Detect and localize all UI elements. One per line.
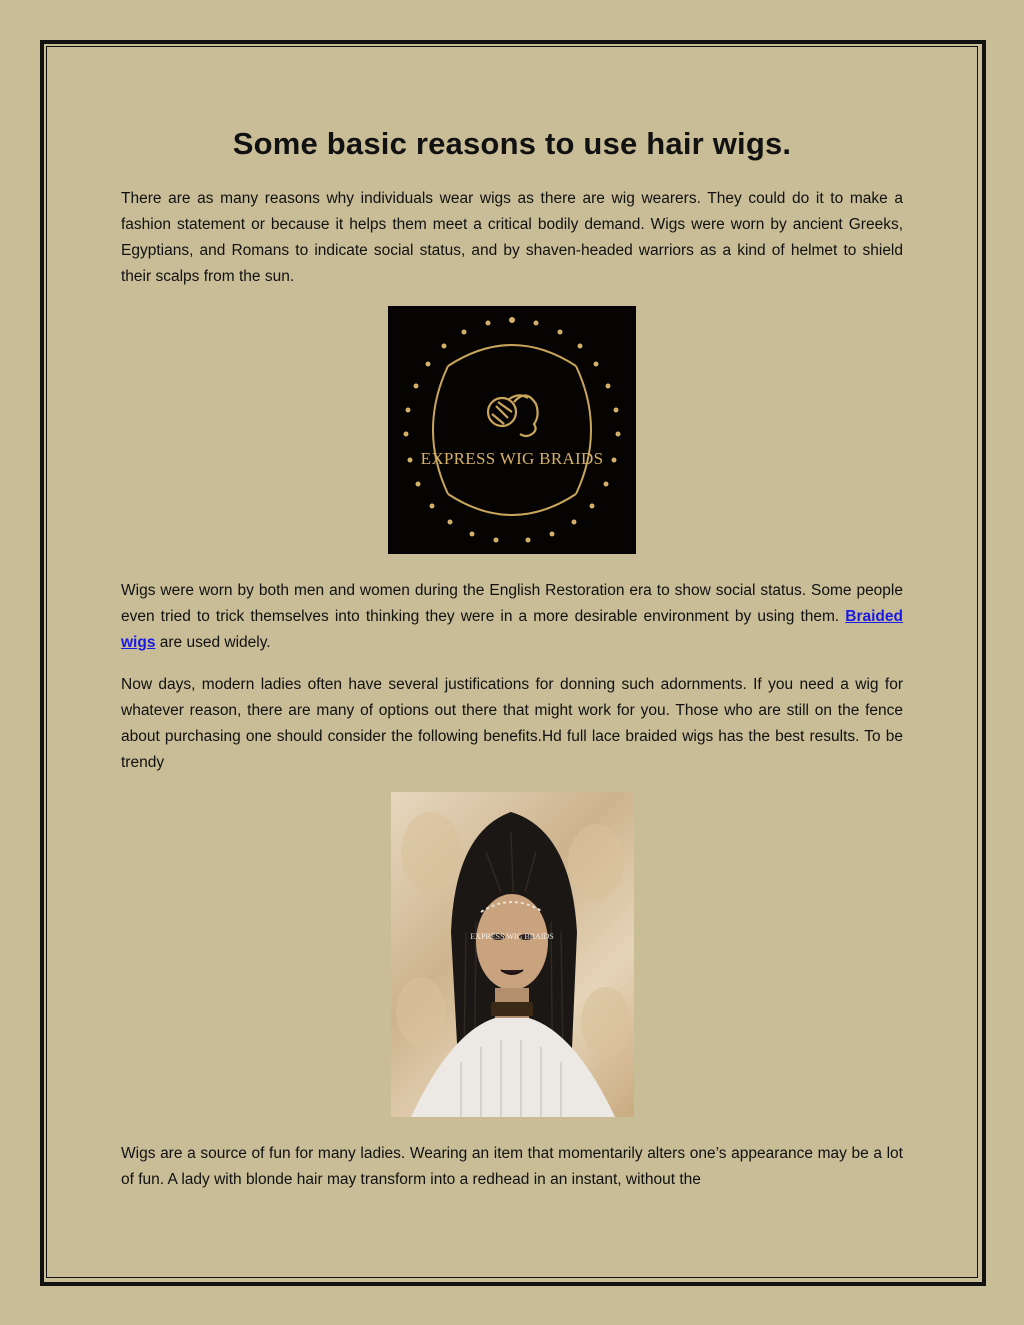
paragraph-restoration-end: are used widely. — [155, 634, 271, 651]
page-title: Some basic reasons to use hair wigs. — [232, 126, 792, 161]
paragraph-modern-ladies: Now days, modern ladies often have several justifications for donning such adornments. If you need a wig for whatever reason, there are many of options out there that might work for you. Those who are still on the fence about purchasing one should consider the following benefits.Hd full lace braided wigs has the best results. To be trendy — [121, 676, 903, 771]
paragraph-restoration — [121, 578, 903, 656]
logo-image-wrapper — [121, 306, 903, 554]
braided-wig-photo-wrapper — [121, 792, 903, 1117]
express-wig-braids-logo — [388, 306, 636, 554]
laurel-wreath-icon — [388, 306, 636, 554]
paragraph-intro: There are as many reasons why individuals wear wigs as there are wig wearers. They could do it to make a fashion statement or because it helps them meet a critical bodily demand. Wigs were worn by ancient Greeks, Egyptians, and Romans to indicate social status, and by shaven-headed warriors as a kind of helmet to shield their scalps from the sun. — [121, 190, 903, 285]
braided-wigs-link[interactable]: Braided wigs — [121, 608, 903, 651]
braided-wig-mannequin-icon — [391, 792, 634, 1117]
paragraph-fun: Wigs are a source of fun for many ladies. Wearing an item that momentarily alters one’s appearance may be a lot of fun. A lady with blonde hair may transform into a redhead in an instant, without the — [121, 1145, 903, 1188]
document-body — [121, 120, 903, 1209]
woman-profile-icon — [488, 395, 538, 436]
photo-watermark: EXPRESS WIG BRAIDS — [470, 932, 554, 941]
braided-wig-photo — [391, 792, 634, 1117]
paragraph-restoration-text: Wigs were worn by both men and women during the English Restoration era to show social status. Some people even tried to trick themselves into thinking they were in a more desirable environment by using them. — [121, 582, 903, 625]
logo-text: EXPRESS WIG BRAIDS — [420, 449, 604, 468]
